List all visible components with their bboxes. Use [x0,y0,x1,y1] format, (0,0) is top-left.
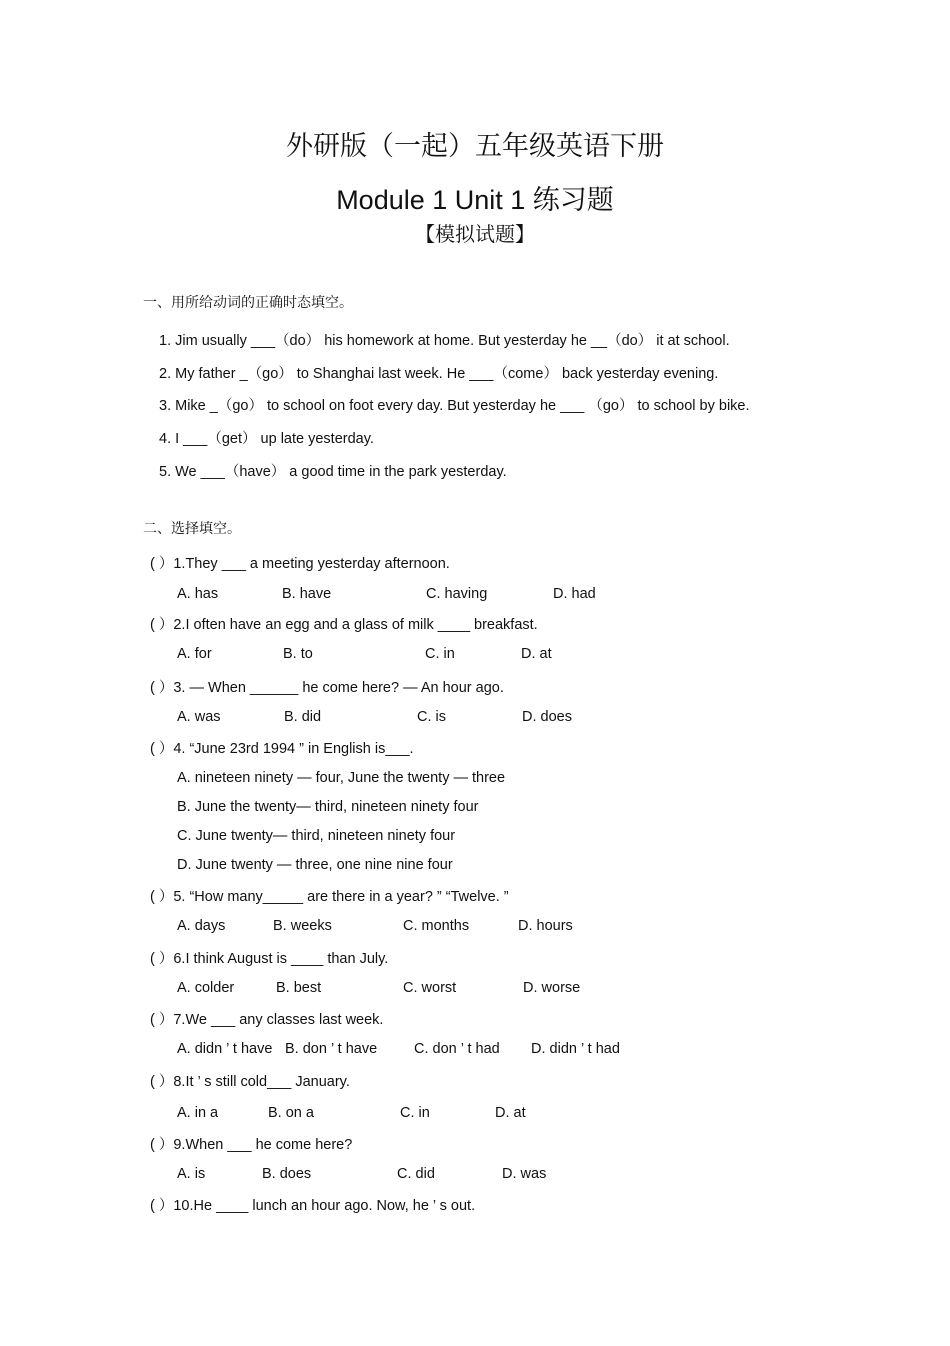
question: ( ）10.He ____ lunch an hour ago. Now, he ’ s out. [150,1198,476,1214]
question: ( ）2.I often have an egg and a glass of milk ____ breakfast. [150,617,538,633]
option: C. June twenty— third, nineteen ninety four [177,828,456,844]
option: C. having [426,586,488,602]
option: B. to [283,646,313,662]
question: ( ）1.They ___ a meeting yesterday afternoon. [150,556,450,572]
option: B. does [262,1166,312,1182]
section1-item: 4. I ___（get） up late yesterday. [159,431,374,447]
option: D. June twenty — three, one nine nine four [177,857,453,873]
option: A. in a [177,1105,219,1121]
option: B. on a [268,1105,314,1121]
option: C. months [403,918,470,934]
option: D. worse [523,980,581,996]
section1-item: 2. My father _（go） to Shanghai last week. He ___（come） back yesterday evening. [159,366,719,382]
option: B. best [276,980,322,996]
worksheet-tag: 【模拟试题】 [415,222,535,246]
section1-heading: 一、用所给动词的正确时态填空。 [143,295,353,311]
option: A. days [177,918,226,934]
question: ( ）8.It ’ s still cold___ January. [150,1074,350,1090]
question: ( ）3. — When ______ he come here? — An hour ago. [150,680,504,696]
option: A. colder [177,980,235,996]
section1-item: 1. Jim usually ___（do） his homework at home. But yesterday he __（do） it at school. [159,333,730,349]
option: A. has [177,586,219,602]
option: D. at [495,1105,526,1121]
question: ( ）6.I think August is ____ than July. [150,951,389,967]
question: ( ）5. “How many_____ are there in a year? ” “Twelve. ” [150,889,509,905]
question: ( ）4. “June 23rd 1994 ” in English is___. [150,741,414,757]
option: A. was [177,709,221,725]
option: A. didn ’ t have [177,1041,273,1057]
option: C. don ’ t had [414,1041,500,1057]
option: B. June the twenty— third, nineteen ninety four [177,799,479,815]
question: ( ）9.When ___ he come here? [150,1137,353,1153]
option: A. for [177,646,212,662]
question: ( ）7.We ___ any classes last week. [150,1012,384,1028]
section2-heading: 二、选择填空。 [143,521,241,537]
option: C. in [400,1105,430,1121]
option: D. at [521,646,552,662]
option: D. had [553,586,596,602]
option: B. weeks [273,918,332,934]
option: C. worst [403,980,457,996]
option: D. does [522,709,572,725]
option: A. is [177,1166,206,1182]
worksheet-title: 外研版（一起）五年级英语下册 [286,131,664,162]
option: A. nineteen ninety — four, June the twenty — three [177,770,506,786]
section1-item: 3. Mike _（go） to school on foot every day. But yesterday he ___ （go） to school by bike. [159,398,750,414]
option: B. don ’ t have [285,1041,378,1057]
option: C. is [417,709,446,725]
option: C. did [397,1166,435,1182]
option: D. hours [518,918,573,934]
worksheet-subtitle: Module 1 Unit 1 练习题 [336,185,614,215]
option: C. in [425,646,455,662]
option: B. did [284,709,322,725]
option: D. didn ’ t had [531,1041,620,1057]
section1-item: 5. We ___（have） a good time in the park yesterday. [159,464,507,480]
option: B. have [282,586,332,602]
option: D. was [502,1166,547,1182]
